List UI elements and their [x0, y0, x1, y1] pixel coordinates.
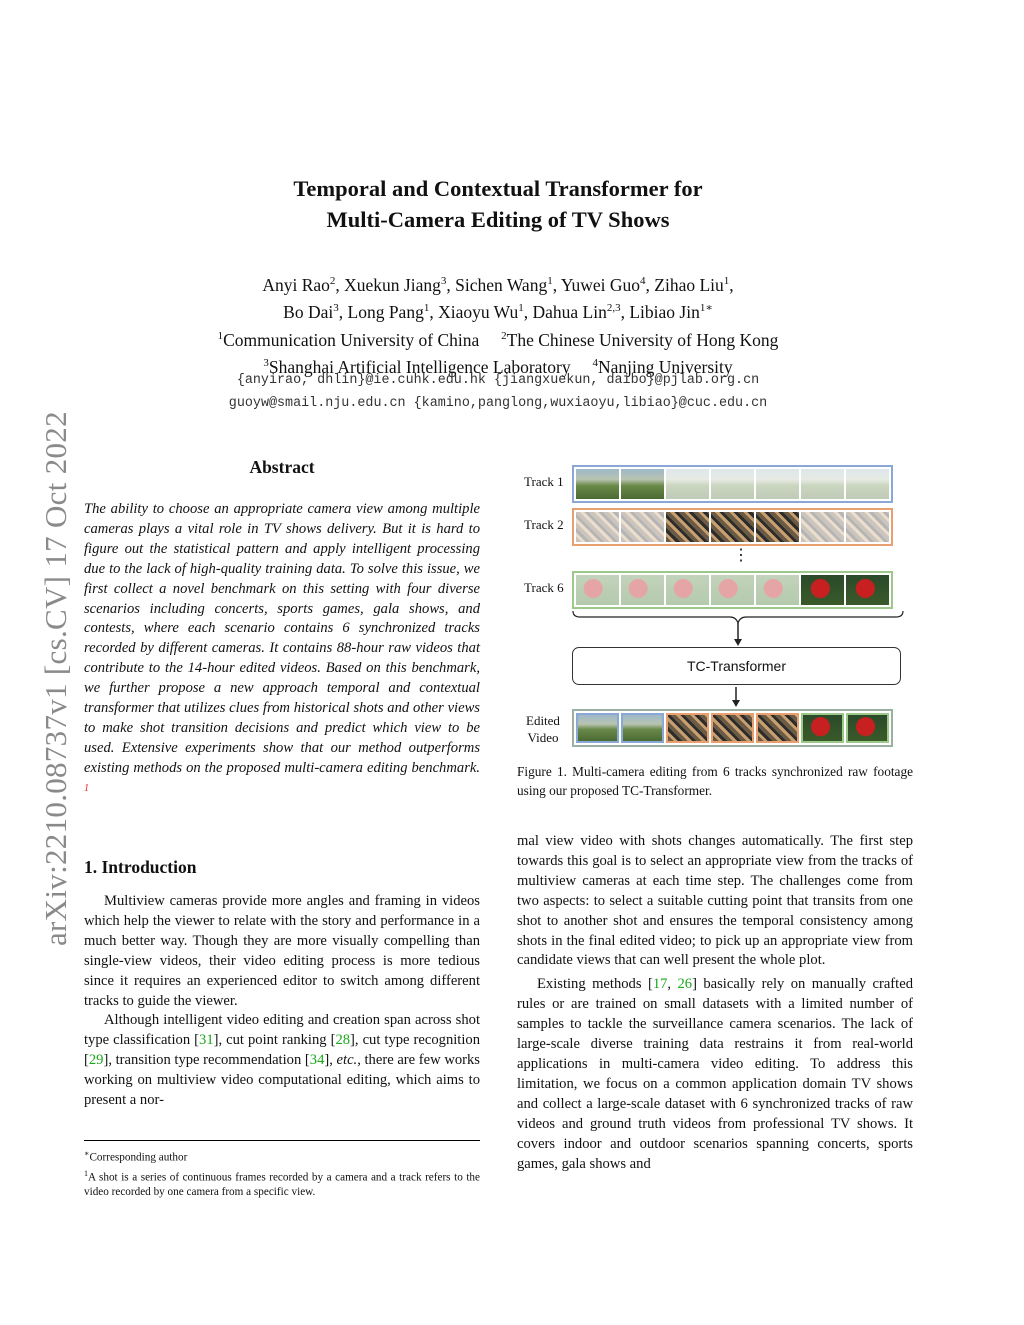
author-name: Long Pang	[347, 302, 424, 323]
video-frame-thumbnail	[846, 469, 889, 499]
video-frame-thumbnail	[711, 713, 754, 743]
author-name: Yuwei Guo	[560, 274, 641, 295]
author-name: Libiao Jin	[629, 302, 700, 323]
footnote-corresponding	[84, 1146, 480, 1166]
arxiv-sidebar	[30, 350, 73, 950]
video-frame-thumbnail	[621, 469, 664, 499]
author-affil-mark: 3	[333, 302, 339, 315]
video-frame-thumbnail	[756, 713, 799, 743]
video-frame-thumbnail	[846, 575, 889, 605]
introduction-body	[84, 892, 480, 1111]
text-run: ],	[324, 1052, 337, 1069]
abstract-heading: Abstract	[249, 457, 315, 477]
video-frame-thumbnail	[576, 469, 619, 499]
video-frame-thumbnail	[801, 512, 844, 542]
edited-label-line-2: Video	[527, 730, 559, 745]
video-frame-thumbnail	[846, 713, 889, 743]
author-affil-mark: 2	[329, 275, 336, 287]
author-affil-mark: 3	[440, 275, 447, 287]
video-frame-thumbnail	[801, 713, 844, 743]
edited-label-line-1: Edited	[526, 713, 560, 728]
video-frame-thumbnail	[711, 469, 754, 499]
video-frame-thumbnail	[621, 713, 664, 743]
right-paragraph-1: mal view video with shots changes automatically. The first step towards this goal is to select an appropriate view from the tracks of multiview cameras at each time step. The challenges come from two aspects: to select a suitable cutting point that transits from one shot to another shot and ensures the temporal consistency among shots in the final edited video; to pick up an appropriate view from candidate views that can well present the whole plot.	[517, 833, 913, 969]
citation-link[interactable]: 17	[652, 976, 668, 993]
section-heading-introduction: 1. Introduction	[84, 857, 197, 877]
intro-paragraph-1: Multiview cameras provide more angles and framing in videos which help the viewer to relate with the story and performance in a much better way. Though they are more visually compelling than single-view videos, their video editing process is more tedious since it requires an experienced editor to switch among different tracks to guide the viewer.	[84, 893, 480, 1009]
text-run: ], cut point ranking [	[213, 1032, 336, 1049]
video-frame-thumbnail	[756, 575, 799, 605]
track-1-label: Track 1	[524, 474, 564, 489]
text-run: Although intelligent video editing and creation span across shot type classification [	[84, 1012, 480, 1049]
affil-number: 3	[263, 356, 269, 369]
footnote-text: Corresponding author	[89, 1151, 188, 1164]
video-frame-thumbnail	[801, 469, 844, 499]
author-name: Zihao Liu	[654, 274, 724, 295]
video-frame-thumbnail	[576, 575, 619, 605]
author-line-2: Bo Dai$^3$, Long Pang$^1$, Xiaoyu Wu$^1$, Dahua Lin$^{2,3}$, Libiao Jin$^{1∗}$	[283, 302, 713, 323]
abstract-text: The ability to choose an appropriate camera view among multiple cameras plays a vital role in TV shows delivery. But it is hard to figure out the statistical pattern and apply intelligent processing due to the lack of high-quality training data. To solve this issue, we first collect a novel benchmark on this setting with four diverse scenarios including concerts, sports games, gala shows, and contests, where each scenario contains 6 synchronized tracks recorded by different cameras. It contains 88-hour raw videos that contribute to the 14-hour edited videos. Based on this benchmark, we further propose a new approach temporal and contextual transformer that utilizes clues from historical shots and other views to make shot transition decisions and predict which view to be used. Extensive experiments show that our method outperforms existing methods on the proposed multi-camera editing benchmark.	[84, 501, 480, 776]
footnote-mark: ∗	[84, 1149, 90, 1158]
affiliation: Nanjing University	[598, 356, 733, 377]
text-run: ], transition type recommendation [	[103, 1052, 310, 1069]
ellipsis-vertical: ⋮	[733, 547, 749, 564]
video-frame-thumbnail	[756, 512, 799, 542]
video-frame-thumbnail	[576, 713, 619, 743]
edited-video-label	[526, 712, 560, 746]
paper-title	[0, 173, 996, 235]
author-name: Dahua Lin	[532, 302, 607, 323]
affiliation: The Chinese University of Hong Kong	[506, 329, 779, 350]
right-paragraph-2	[517, 975, 913, 1174]
author-affil-mark: 1	[423, 302, 430, 315]
author-affil-mark: 4	[640, 275, 646, 287]
email-line-1: {anyirao, dhlin}@ie.cuhk.edu.hk {jiangxuekun, daibo}@pjlab.org.cn	[236, 373, 760, 388]
footnote-mark: 1	[84, 1168, 88, 1178]
author-affil-mark: 1	[518, 302, 524, 315]
video-frame-thumbnail	[756, 469, 799, 499]
track-2-strip	[572, 508, 893, 546]
footnote-text: A shot is a series of continuous frames recorded by a camera and a track refers to the video recorded by one camera from a specific view.	[84, 1171, 480, 1199]
footnote-1	[84, 1166, 480, 1201]
citation-link[interactable]: 28	[335, 1032, 351, 1049]
video-frame-thumbnail	[846, 512, 889, 542]
citation-link[interactable]: 29	[88, 1052, 104, 1069]
video-frame-thumbnail	[621, 575, 664, 605]
track-6-label: Track 6	[524, 580, 564, 595]
arxiv-id: arXiv:2210.08737v1 [cs.CV] 17 Oct 2022	[38, 411, 73, 946]
down-arrow-icon	[731, 687, 741, 709]
footnotes	[84, 1140, 480, 1200]
figure-1	[517, 462, 913, 752]
title-line-1: Temporal and Contextual Transformer for	[293, 176, 703, 201]
affil-number: 4	[592, 356, 598, 369]
author-affil-mark: 1	[547, 275, 553, 287]
video-frame-thumbnail	[711, 575, 754, 605]
video-frame-thumbnail	[576, 512, 619, 542]
abstract-body	[84, 500, 480, 803]
author-affil-mark: 1∗	[699, 302, 713, 315]
intro-paragraph-2	[84, 1011, 480, 1111]
author-block	[0, 270, 996, 379]
text-run: ] basically rely on manually crafted rules or are trained on small datasets with a limited number of samples to tackle the surveillance camera scenarios. The lack of large-scale diverse training data restrains it from real-world applications in multi-camera video editing. To address this limitation, we focus on a common application domain TV shows and collect a large-scale dataset with 6 synchronized tracks of raw videos and ground truth videos from professional TV shows. It covers indoor and outdoor scenarios spanning concerts, sports games, gala shows and	[517, 976, 913, 1172]
author-name: Xiaoyu Wu	[438, 302, 519, 323]
bracket-shape	[573, 611, 903, 623]
author-line-1: Anyi Rao$^2$, Xuekun Jiang$^3$, Sichen Wang$^1$, Yuwei Guo$^4$, Zihao Liu$^1$,	[262, 274, 734, 295]
video-frame-thumbnail	[666, 469, 709, 499]
text-run: ], cut type recognition [	[84, 1032, 481, 1069]
author-name: Xuekun Jiang	[344, 274, 441, 295]
text-run: etc.	[336, 1052, 358, 1069]
footnote-link[interactable]: 1	[84, 782, 89, 794]
track-6-strip	[572, 571, 893, 609]
affil-number: 2	[501, 329, 507, 342]
email-block	[0, 369, 996, 415]
author-affil-mark: 1	[723, 275, 730, 287]
video-frame-thumbnail	[666, 512, 709, 542]
author-name: Sichen Wang	[455, 274, 548, 295]
brace-and-arrow	[572, 609, 905, 649]
video-frame-thumbnail	[666, 575, 709, 605]
track-2-label: Track 2	[524, 517, 564, 532]
citation-link[interactable]: 31	[199, 1032, 214, 1049]
affil-number: 1	[217, 329, 224, 342]
tc-transformer-block: TC-Transformer	[572, 647, 901, 685]
author-name: Bo Dai	[283, 302, 334, 323]
citation-link[interactable]: 26	[677, 976, 693, 993]
title-line-2: Multi-Camera Editing of TV Shows	[326, 207, 670, 232]
video-frame-thumbnail	[801, 575, 844, 605]
author-affil-mark: 2,3	[606, 302, 621, 315]
affiliation: Communication University of China	[223, 329, 480, 350]
text-run: Existing methods [	[537, 976, 653, 993]
video-frame-thumbnail	[711, 512, 754, 542]
text-run: ,	[667, 976, 678, 993]
track-1-strip	[572, 465, 893, 503]
text-run: , there are few works working on multiview video computational editing, which aims to present a nor-	[84, 1052, 480, 1109]
edited-video-strip	[572, 709, 893, 747]
citation-link[interactable]: 34	[309, 1052, 325, 1069]
author-name: Anyi Rao	[262, 274, 330, 295]
video-frame-thumbnail	[666, 713, 709, 743]
right-column-body	[517, 832, 913, 1178]
arrow-head	[734, 639, 742, 646]
video-frame-thumbnail	[621, 512, 664, 542]
email-line-2: guoyw@smail.nju.edu.cn {kamino,panglong,wuxiaoyu,libiao}@cuc.edu.cn	[228, 396, 768, 411]
affiliation: Shanghai Artificial Intelligence Laboratory	[268, 356, 571, 377]
affiliation-line-1	[0, 325, 996, 352]
figure-1-caption: Figure 1. Multi-camera editing from 6 tracks synchronized raw footage using our proposed TC-Transformer.	[517, 764, 913, 798]
